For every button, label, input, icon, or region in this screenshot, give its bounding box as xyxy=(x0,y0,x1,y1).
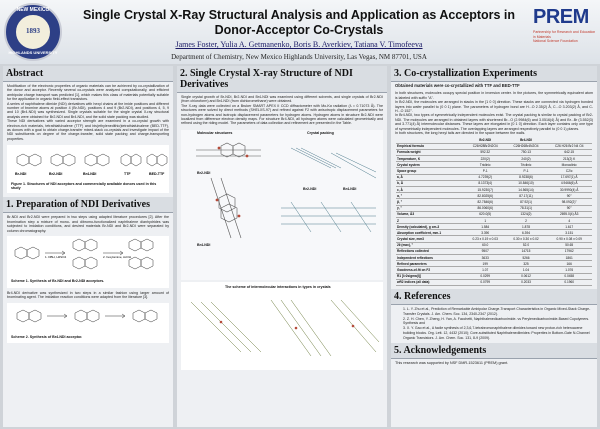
table-cell: 4.7239(2) xyxy=(465,174,506,180)
cocrystal-summary: Obtained materials were co-crystallized with TTF and BED-TTF xyxy=(395,83,520,88)
cocrystal-paragraph: In both structures, the long hexyl tails are directed in the space between the walls. xyxy=(395,131,526,136)
table-cell: 199 xyxy=(465,261,506,267)
logo-text-bottom: HIGHLANDS UNIVERSITY xyxy=(8,50,58,55)
table-cell: 325 xyxy=(506,261,547,267)
table-cell: 166 xyxy=(546,261,592,267)
interaction-scheme-caption: The scheme of intermolecular interactions in types in crystals xyxy=(225,284,331,289)
right-column xyxy=(391,66,597,427)
table-cell: 1.07 xyxy=(465,267,506,273)
table-cell: 1.878 xyxy=(506,224,547,230)
figure-1-structures xyxy=(7,145,169,193)
table-cell: 0.0299 xyxy=(465,273,506,279)
prem-logo xyxy=(533,4,597,48)
table-cell: 1.584 xyxy=(465,224,506,230)
table-cell: a, Å xyxy=(396,174,465,180)
table-cell: Monoclinic xyxy=(546,162,592,168)
prem-subtitle xyxy=(533,30,597,44)
structure-paragraph: The X-ray data were collected on a Bruker SMART APEX II CCD diffractometer with Mo-Kα radiation (λ = 0.71073 Å). The structures were solved by direct methods (SHELXS-97) and refined against F2 with anisotropic displacement parameters for non-hydrogen atoms and isotropic displacement parameters for hydrogen atoms. Hydrogen atoms in structure Br2-NDI were localized from difference electron density maps. For structure Br4-NDI, all hydrogen atoms were calculated geometrically and refined using the riding model. The parameters of data collection and refinement are presented in the Table. xyxy=(181,103,383,126)
table-cell: 2 xyxy=(506,217,547,223)
table-cell: 3633 xyxy=(465,255,506,261)
table-cell: 0.23 x 0.19 x 0.03 xyxy=(465,236,506,242)
table-cell: 1.617 xyxy=(546,224,592,230)
scheme-1-drawing xyxy=(7,236,169,278)
left-column xyxy=(3,66,173,427)
table-cell: 82.7846(6) xyxy=(465,199,506,205)
table-cell: P-1 xyxy=(465,168,506,174)
table-cell: 78.31(1) xyxy=(506,205,547,211)
table-cell: 0.0612 xyxy=(506,273,547,279)
table-row xyxy=(396,279,592,285)
ndi-structures-drawing xyxy=(7,145,169,185)
table-cell: 8.9238(6) xyxy=(506,174,547,180)
structure-label: Br2-NDI xyxy=(197,170,211,175)
table-cell: Density (calculated), g cm-3 xyxy=(396,224,465,230)
table-cell: 0.0458 xyxy=(546,273,592,279)
logo-text-top: NEW MEXICO xyxy=(16,7,50,13)
cocrystal-paragraph: In both structures, molecules occupy special position in inversion center. In the pictures, the symmetrically equivalent atom is labeled with suffix "A". xyxy=(395,91,593,100)
table-cell: 0.1960 xyxy=(546,279,592,285)
table-cell: b, Å xyxy=(396,180,465,186)
table-cell: 60.0 xyxy=(465,242,506,248)
interaction-scheme-figure xyxy=(181,282,383,370)
prem-agency: National Science Foundation xyxy=(533,39,578,43)
table-cell: 0.30 x 0.30 x 0.02 xyxy=(506,236,547,242)
table-cell: 98.092(2)° xyxy=(546,199,592,205)
table-header: Br4-NDI xyxy=(506,137,547,143)
table-cell: 220(2) xyxy=(465,156,506,162)
table-cell: 87.17(11) xyxy=(506,193,547,199)
table-cell: 5266 xyxy=(506,255,547,261)
structure-label: Br4-NDI xyxy=(197,242,211,247)
fig-label: Br-NDI xyxy=(15,172,27,177)
poster-title: Single Crystal X-Ray Structural Analysis and Application as Acceptors in Donor-Acceptor Co-Crystals xyxy=(82,8,516,37)
author-list: James Foster, Yulia A. Getmanenko, Boris B. Averkiev, Tatiana V. Timofeeva xyxy=(175,40,423,49)
abstract-text xyxy=(3,82,173,143)
table-cell: 17962 xyxy=(546,248,592,254)
table-cell: 0.2033 xyxy=(506,279,547,285)
structure-label: Br4-NDI xyxy=(343,186,357,191)
structure-figures xyxy=(181,130,383,280)
table-cell: Empirical formula xyxy=(396,143,465,149)
ack-heading: 5. Acknowledgements xyxy=(391,343,597,359)
table-cell: P-1 xyxy=(506,168,547,174)
table-cell: 3.390 xyxy=(465,230,506,236)
table-cell: 86.0060(6) xyxy=(465,205,506,211)
table-cell: 50.65 xyxy=(546,242,592,248)
table-cell: Triclinic xyxy=(506,162,547,168)
table-cell: 6.394 xyxy=(506,230,547,236)
table-cell: Goodness-of-fit on F2 xyxy=(396,267,465,273)
table-cell: C26 H26 Br2 N4 O4 xyxy=(546,143,592,149)
table-cell: 10.846(10) xyxy=(506,180,547,186)
reference-item: 1. L. Y. Zhu et al., Prediction of Remarkable Ambipolar Charge-Transport Characteristics in Organic Mixed-Stack Charge-Transfer Crystals. J. Am. Chem. Soc. 134, 2340-2347 (2012). xyxy=(403,306,591,316)
table-cell: 4 xyxy=(546,217,592,223)
cocrystal-text xyxy=(391,82,597,137)
table-cell: C26H28Br2N2O4 xyxy=(465,143,506,149)
ack-text: This research was supported by NSF DMR-1523611 (PREM) grant. xyxy=(395,360,509,365)
table-cell: 750.13 xyxy=(506,149,547,155)
table-cell: 14715 xyxy=(506,248,547,254)
prem-program: Partnership for Research and Education in Materials xyxy=(533,30,596,39)
table-cell: 30.9990(4) Å xyxy=(546,186,592,192)
table-cell: 90° xyxy=(546,193,592,199)
university-seal-logo xyxy=(4,3,62,61)
table-cell: Volume, Å3 xyxy=(396,211,465,217)
structure-text xyxy=(177,93,387,128)
scheme-condition: 2. hexylamine, AcOH xyxy=(103,254,132,259)
table-cell: Z xyxy=(396,217,465,223)
fig-label: Br4-NDI xyxy=(83,172,97,177)
table-cell: 8.1373(4) xyxy=(465,180,506,186)
fig-label: TTF xyxy=(124,172,131,177)
table-cell: 90° xyxy=(546,205,592,211)
table-cell: Formula weight xyxy=(396,149,465,155)
prep-heading: 1. Preparation of NDI Derivatives xyxy=(3,197,173,213)
middle-column xyxy=(177,66,387,427)
table-cell: Space group xyxy=(396,168,465,174)
fig-label: Br2-NDI xyxy=(49,172,63,177)
table-cell: α, ° xyxy=(396,193,465,199)
table-cell: 1 xyxy=(465,217,506,223)
scheme-1 xyxy=(7,236,169,288)
department-line: Department of Chemistry, New Mexico Highlands University, Las Vegas, NM 87701, USA xyxy=(171,53,427,61)
scheme-condition: 1. DBH, H2SO4 xyxy=(45,254,67,259)
table-cell: R1 [I>2sigma(I)] xyxy=(396,273,465,279)
table-cell: Triclinic xyxy=(465,162,506,168)
references-heading: 4. References xyxy=(391,289,597,305)
structure-paragraph: Single crystal growth of Br-NDI, Br2-NDI and Br4-NDI was examined using different solvents, and single crystals of Br2-NDI (from chloroform) and Br4-NDI (from dichloromethane) were obtained. xyxy=(181,95,383,104)
table-cell: Temperature, K xyxy=(396,156,465,162)
structure-label: Br2-NDI xyxy=(303,186,317,191)
table-cell: 592.32 xyxy=(465,149,506,155)
table-cell: 1.076 xyxy=(546,267,592,273)
table-cell: 4.9466(6) Å xyxy=(546,180,592,186)
table-cell: 1.04 xyxy=(506,267,547,273)
table-cell: 642.15 xyxy=(546,149,592,155)
crystal-data-table xyxy=(396,137,592,286)
table-cell: 17.697(1) Å xyxy=(546,174,592,180)
molecular-structures-heading: Molecular structures xyxy=(197,130,233,135)
table-cell: 15.9230(7) xyxy=(465,186,506,192)
table-cell: 9507 xyxy=(465,248,506,254)
table-cell: Independent reflections xyxy=(396,255,465,261)
abstract-paragraph: A series of naphthalene diimide (NDI) derivatives with hexyl chains at the imide positions and different number of bromine atoms at position 4 (Br-NDI), positions 4 and 9 (Br2-NDI), and positions 4, 5, 9 and 10 (Br4-NDI) was synthesized. Single crystals suitable for the single crystal X-ray structural analysis were obtained for Br2-NDI and Br4-NDI, and the solid state packing was studied. xyxy=(7,101,169,119)
table-cell: 2695.0(4) Å3 xyxy=(546,211,592,217)
table-cell: 82.8025(6) xyxy=(465,193,506,199)
table-cell: 0.0799 xyxy=(465,279,506,285)
cocrystal-heading: 3. Co-crystallization Experiments xyxy=(391,66,597,82)
table-cell: 1324(2) xyxy=(506,211,547,217)
structure-heading: 2. Single Crystal X-ray Structure of NDI Derivatives xyxy=(177,66,387,93)
structure-drawings xyxy=(181,138,383,268)
abstract-heading: Abstract xyxy=(3,66,173,82)
reference-item: 2. Z. H. Chen, Y. Zheng, H. Yan, A. Facchetti, Naphthalenedicarboximide- vs Perylenedicarboximide-Based Copolymers. Synthesis and xyxy=(403,316,590,326)
table-cell: 52.0 xyxy=(506,242,547,248)
table-cell: Reflections collected xyxy=(396,248,465,254)
table-cell: C2/c xyxy=(546,168,592,174)
prem-wordmark: PREM xyxy=(533,6,589,28)
figure-1-caption: Figure 1. Structures of NDI acceptors and commercially available donors used in this study xyxy=(11,182,157,191)
table-cell: Crystal size, mm3 xyxy=(396,236,465,242)
table-cell: 240(2) xyxy=(506,156,547,162)
scheme-2-drawing xyxy=(7,303,169,333)
table-cell: wR2 indices (all data) xyxy=(396,279,465,285)
table-cell: 2θ (max), ° xyxy=(396,242,465,248)
abstract-paragraph: These NDI derivatives with varied acceptor strength are examined in a co-crystal growth with electron-rich materials, tetrathiafulvalene (TTF) and bis(ethylenedithio)tetrathiafulvalene (BED-TTF), as donors with a goal to obtain charge-transfer mixed-stack co-crystals and investigate impact of the NDI substituents on degree of the charge-transfer, solid state packing and charge-transporting properties. xyxy=(7,119,169,141)
prep-text-1: Br-NDI and Br2-NDI were prepared in two steps using adapted literature procedures [2]. After the bromination step a mixture of mono- and dibromo-functionalized naphthalene dianhydrides was subjected to imidation conditions, and desired materials Br-NDI and Br2-NDI were separated by column chromatography. xyxy=(7,215,169,233)
table-cell: 3.151 xyxy=(546,230,592,236)
table-cell: C26H26Br4N2O4 xyxy=(506,143,547,149)
table-cell: c, Å xyxy=(396,186,465,192)
cocrystal-paragraph: In Br4-NDI, two types of symmetrically independent molecules exist. The crystal packing is similar to crystal packing of Br2-NDI. The molecules are arranged in obtained layers with shortened Br...O (2.9984(6) and 3.0516(4) Å) and Br...Br (3.552(3) and 3.771(4) Å) intermolecular distances. These layers are elongated in [0 1 0] direction. Each layer contains only one type of symmetrically independent molecules. The overlapping layers are arranged respectively parallel to (0 0 1) planes. xyxy=(395,113,593,131)
cocrystal-paragraph: In Br2-NDI, the molecules are arranged in stacks in the [1 0 0] direction. These stacks are connected via hydrogen bonded layers into wafer parallel to (0 0 1) plane. The parameters of hydrogen bond are H...O 2.35(2) Å, C...O 3.203(2) Å, and C-H...O 152°. xyxy=(395,100,593,114)
table-cell: Crystal system xyxy=(396,162,465,168)
scheme-2-caption: Scheme 2. Synthesis of Br4-NDI acceptor. xyxy=(11,334,83,339)
table-cell: 0.90 x 0.08 x 0.09 xyxy=(546,236,592,242)
crystal-packing-heading: Crystal packing xyxy=(307,130,334,135)
reference-item: 3. X. Y. Gao et al., A facile synthesis of 2,3,6,7-tetrabromonaphthalene diimides toward new proton-rich heteroacene building blocks. Org. Lett. 12, 4432 (2010); Core-substituted Naphthalenediimides: Properties in Bottom-Gate N-Channel Organic Transistors. J. Am. Chem. Soc. 131, 8-9 (2009). xyxy=(403,326,590,340)
table-cell: 213(2) K xyxy=(546,156,592,162)
interaction-scheme-drawing xyxy=(181,292,383,368)
table-cell: 620.0(5) xyxy=(465,211,506,217)
fig-label: BED-TTF xyxy=(149,172,165,177)
table-cell: 1861 xyxy=(546,255,592,261)
table-header: Br2-NDI xyxy=(465,137,506,143)
abstract-paragraph: Modification of the electronic properties of organic materials can be achieved by co-crystallization of the donor and acceptor. Recently several co-crystals were analyzed computationally, and efficient ambipolar charge transport was predicted [1], which makes this class of materials potentially suitable for the application in organic field-effect transistors. xyxy=(7,84,169,102)
logo-year: 1893 xyxy=(15,14,51,50)
table-cell: Refined parameters xyxy=(396,261,465,267)
table-cell: 14.565(14) xyxy=(506,186,547,192)
scheme-2 xyxy=(7,303,169,343)
table-cell: γ, ° xyxy=(396,205,465,211)
table-cell: Absorption coefficient, mm-1 xyxy=(396,230,465,236)
table-cell: 87.92(1) xyxy=(506,199,547,205)
prep-text-2: Br4-NDI derivative was synthesized in two steps in a similar fashion using larger amount of brominating agent. The imidation reaction conditions were adapted from the literature [3]. xyxy=(7,290,169,300)
table-cell: β, ° xyxy=(396,199,465,205)
scheme-1-caption: Scheme 1. Synthesis of Br-NDI and Br2-NDI acceptors. xyxy=(11,278,105,283)
reference-list xyxy=(391,305,597,343)
poster-header xyxy=(0,0,600,64)
